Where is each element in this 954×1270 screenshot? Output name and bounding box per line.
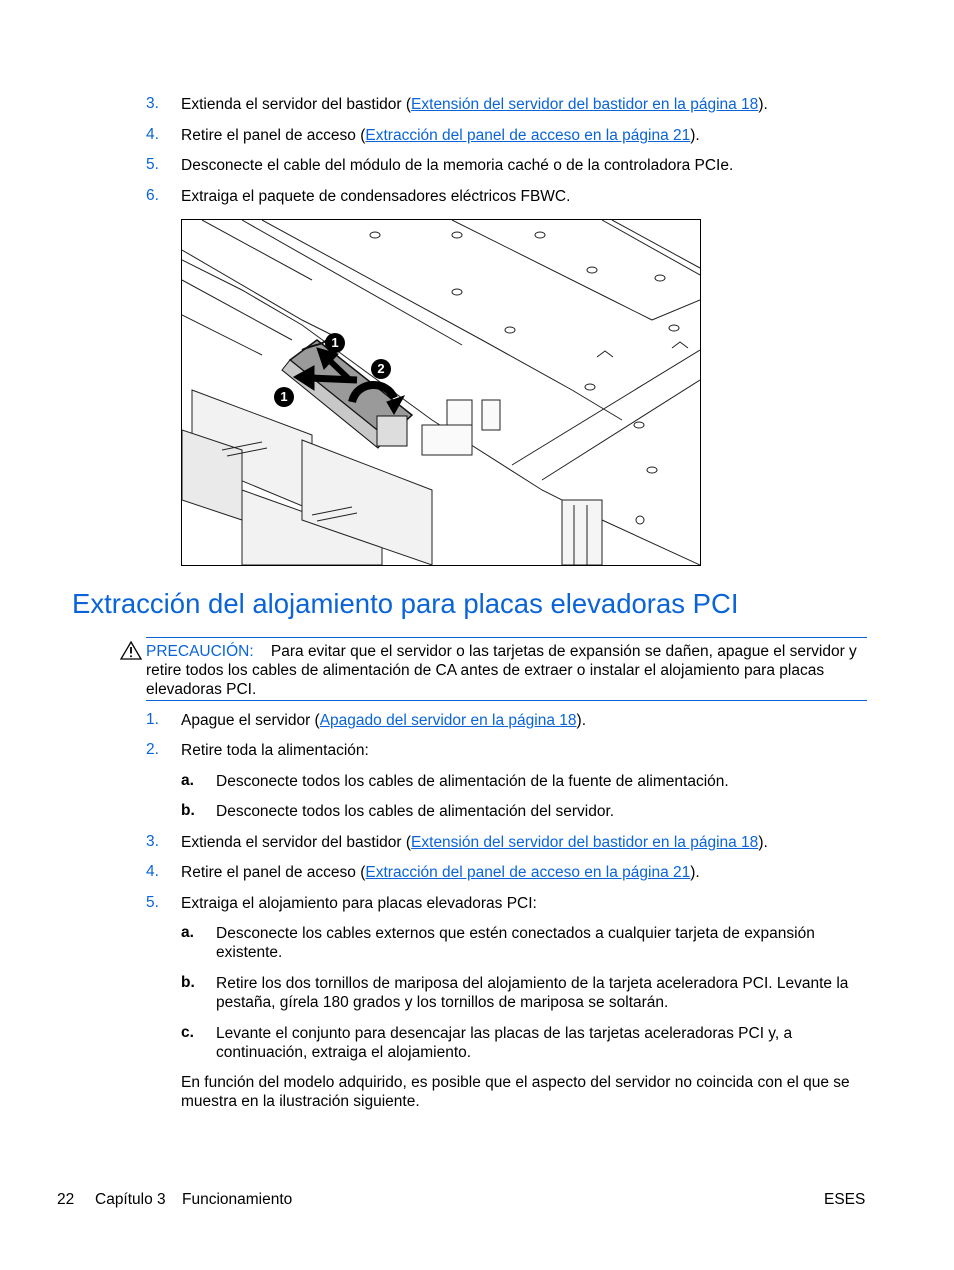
- step-text: Retire los dos tornillos de mariposa del alojamiento de la tarjeta aceleradora PCI. Levante la pestaña, gírela 180 grados y los tornillos de mariposa se soltarán.: [216, 975, 849, 1011]
- caution-top-rule: [146, 637, 867, 638]
- step-text: Extraiga el paquete de condensadores eléctricos FBWC.: [181, 188, 571, 205]
- callout-2: 2: [371, 359, 391, 379]
- step-text: Desconecte todos los cables de alimentación del servidor.: [216, 803, 615, 820]
- step-number: 1.: [146, 711, 159, 728]
- callout-1-lower: 1: [274, 387, 294, 407]
- caution-bottom-rule: [146, 700, 867, 701]
- link-extraccion-panel[interactable]: Extracción del panel de acceso en la página 21: [365, 127, 691, 144]
- step-number: 3.: [146, 833, 159, 850]
- step-number: 6.: [146, 187, 159, 204]
- step-text: Levante el conjunto para desencajar las placas de las tarjetas aceleradoras PCI y, a continuación, extraiga el alojamiento.: [216, 1025, 793, 1061]
- step-number: 5.: [146, 894, 159, 911]
- substep-letter: a.: [181, 772, 194, 789]
- substep-letter: a.: [181, 924, 194, 941]
- substep-letter: b.: [181, 974, 195, 991]
- warning-triangle-icon: [120, 641, 142, 660]
- link-extraccion-panel[interactable]: Extracción del panel de acceso en la página 21: [365, 864, 691, 881]
- section-title: Extracción del alojamiento para placas elevadoras PCI: [72, 588, 739, 619]
- chapter-label: Capítulo 3: [95, 1191, 166, 1208]
- step-text: Desconecte los cables externos que estén conectados a cualquier tarjeta de expansión existente.: [216, 925, 815, 961]
- closing-paragraph: En función del modelo adquirido, es posible que el aspecto del servidor no coincida con el que se muestra en la ilustración siguiente.: [181, 1074, 850, 1110]
- caution-text: Para evitar que el servidor o las tarjetas de expansión se dañen, apague el servidor y retire todos los cables de alimentación de CA antes de extraer o instalar el alojamiento para placas elevadoras PCI.: [146, 643, 857, 698]
- step-text: Desconecte todos los cables de alimentación de la fuente de alimentación.: [216, 773, 729, 790]
- step-text: Desconecte el cable del módulo de la memoria caché o de la controladora PCIe.: [181, 157, 734, 174]
- step-number: 4.: [146, 863, 159, 880]
- link-extension-servidor[interactable]: Extensión del servidor del bastidor en la página 18: [411, 96, 759, 113]
- link-apagado-servidor[interactable]: Apagado del servidor en la página 18: [319, 712, 577, 729]
- step-text: Retire toda la alimentación:: [181, 742, 369, 759]
- step-number: 4.: [146, 126, 159, 143]
- language-code: ESES: [824, 1191, 866, 1208]
- step-number: 3.: [146, 95, 159, 112]
- callout-1-upper: 1: [325, 333, 345, 353]
- chapter-title: Funcionamiento: [182, 1191, 293, 1208]
- page-number: 22: [57, 1191, 75, 1208]
- fbwc-removal-illustration: [181, 219, 701, 566]
- step-text: Extraiga el alojamiento para placas elevadoras PCI:: [181, 895, 537, 912]
- substep-letter: c.: [181, 1024, 194, 1041]
- caution-label: PRECAUCIÓN:: [146, 643, 254, 660]
- server-illustration: [182, 220, 700, 565]
- link-extension-servidor[interactable]: Extensión del servidor del bastidor en la página 18: [411, 834, 759, 851]
- step-number: 5.: [146, 156, 159, 173]
- substep-letter: b.: [181, 802, 195, 819]
- step-number: 2.: [146, 741, 159, 758]
